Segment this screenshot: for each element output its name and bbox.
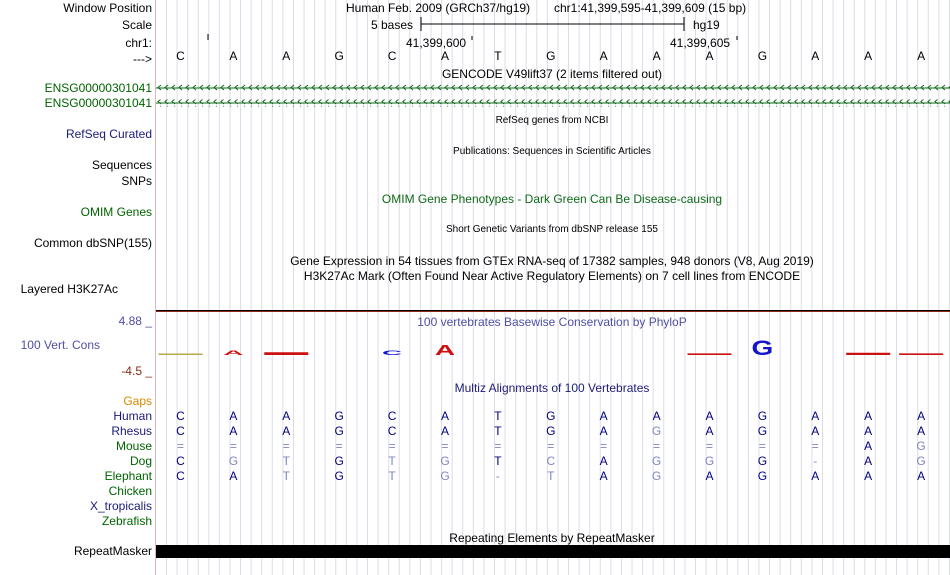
label-window-position: Window Position: [63, 1, 152, 15]
species-label[interactable]: Zebrafish: [101, 514, 152, 528]
alignment-base: T: [282, 469, 290, 483]
alignment-base: A: [599, 409, 608, 423]
species-label[interactable]: Chicken: [108, 484, 152, 498]
repeatmasker-track-title: Repeating Elements by RepeatMasker: [449, 531, 655, 545]
reference-base: T: [494, 49, 502, 63]
phylop-letter: A: [434, 341, 456, 359]
track-labels: [0, 0, 155, 575]
alignment-base: =: [600, 439, 608, 453]
alignment-base: A: [917, 409, 926, 423]
alignment-base: A: [599, 469, 608, 483]
dbsnp-track-title: Short Genetic Variants from dbSNP release 155: [446, 224, 658, 235]
alignment-base: A: [282, 409, 291, 423]
alignment-base: C: [387, 409, 397, 423]
alignment-base: A: [864, 409, 873, 423]
coordinate-1: 41,399,600: [406, 36, 467, 50]
reference-base: C: [387, 49, 397, 63]
reference-base: A: [811, 49, 820, 63]
alignment-base: G: [651, 469, 662, 483]
alignment-base: C: [176, 469, 185, 483]
phylop-letter: G: [751, 337, 774, 361]
reference-base: G: [546, 49, 556, 63]
alignment-base: A: [705, 469, 714, 483]
alignment-base: -: [813, 454, 818, 468]
h3k27ac-track-title: H3K27Ac Mark (Often Found Near Active Regulatory Elements) on 7 cell lines from ENCODE: [303, 269, 801, 283]
reference-base: A: [917, 49, 926, 63]
label-chr: chr1:: [125, 36, 152, 50]
alignment-base: G: [757, 454, 768, 468]
alignment-base: A: [917, 469, 926, 483]
alignment-base: C: [546, 454, 556, 468]
alignment-base: A: [599, 454, 608, 468]
alignment-base: G: [440, 469, 450, 483]
alignment-base: A: [229, 469, 238, 483]
reference-base: A: [440, 49, 449, 63]
alignment-base: G: [916, 454, 926, 468]
publications-track-title: Publications: Sequences in Scientific Articles: [453, 146, 651, 157]
gencode-track-title: GENCODE V49lift37 (2 items filtered out): [441, 67, 663, 81]
reference-base: A: [652, 49, 661, 63]
species-label[interactable]: Human: [113, 409, 152, 423]
label-repeatmasker[interactable]: RepeatMasker: [73, 544, 152, 558]
alignment-base: =: [811, 439, 819, 453]
alignment-base: A: [864, 424, 873, 438]
alignment-base: =: [388, 439, 396, 453]
alignment-base: G: [546, 409, 556, 423]
species-label[interactable]: Dog: [129, 454, 152, 468]
alignment-base: =: [653, 439, 661, 453]
refseq-track-title: RefSeq genes from NCBI: [495, 115, 609, 126]
label-common-dbsnp[interactable]: Common dbSNP(155): [33, 236, 152, 250]
alignment-base: G: [916, 439, 926, 453]
coordinate-2: 41,399,605: [670, 36, 731, 50]
label-gencode-gene-1[interactable]: ENSG00000301041: [44, 81, 152, 95]
alignment-base: G: [440, 454, 450, 468]
scale-text: 5 bases: [371, 18, 414, 32]
omim-track-title: OMIM Gene Phenotypes - Dark Green Can Be Disease-causing: [381, 192, 723, 206]
species-label[interactable]: Elephant: [104, 469, 152, 483]
species-label[interactable]: Mouse: [115, 439, 152, 453]
alignment-base: A: [811, 409, 820, 423]
alignment-base: T: [388, 454, 396, 468]
alignment-base: G: [757, 409, 768, 423]
position-range: chr1:41,399,595-41,399,609 (15 bp): [554, 1, 747, 15]
alignment-base: =: [441, 439, 449, 453]
reference-base: G: [334, 49, 344, 63]
species-label[interactable]: X_tropicalis: [89, 499, 152, 513]
alignment-base: =: [547, 439, 555, 453]
alignment-base: A: [652, 409, 661, 423]
alignment-base: A: [440, 409, 449, 423]
alignment-base: A: [705, 424, 714, 438]
alignment-base: =: [176, 439, 184, 453]
alignment-base: T: [494, 409, 502, 423]
label-vert-cons[interactable]: 100 Vert. Cons: [20, 338, 100, 352]
reference-base: A: [229, 49, 238, 63]
alignment-base: A: [229, 409, 238, 423]
alignment-base: G: [334, 469, 344, 483]
alignment-base: T: [494, 454, 502, 468]
label-layered-h3k27ac[interactable]: Layered H3K27Ac: [20, 282, 118, 296]
alignment-base: C: [176, 409, 185, 423]
alignment-base: G: [228, 454, 239, 468]
alignment-base: C: [387, 424, 397, 438]
alignment-base: A: [229, 424, 238, 438]
track-data-area[interactable]: [156, 0, 950, 575]
label-refseq-curated[interactable]: RefSeq Curated: [65, 127, 152, 141]
alignment-base: A: [440, 424, 449, 438]
alignment-base: G: [651, 424, 662, 438]
alignment-base: G: [757, 424, 768, 438]
label-cons-max: 4.88 _: [118, 314, 152, 328]
alignment-base: G: [334, 409, 344, 423]
alignment-base: G: [546, 424, 556, 438]
alignment-base: T: [388, 469, 396, 483]
label-omim-genes[interactable]: OMIM Genes: [80, 205, 152, 219]
alignment-base: -: [495, 469, 500, 483]
label-cons-min: -4.5 _: [121, 364, 152, 378]
alignment-base: A: [864, 439, 873, 453]
repeatmasker-bar[interactable]: [156, 545, 950, 558]
alignment-base: =: [335, 439, 343, 453]
alignment-base: =: [282, 439, 290, 453]
assembly-title: Human Feb. 2009 (GRCh37/hg19): [346, 1, 531, 15]
alignment-base: A: [917, 424, 926, 438]
label-snps[interactable]: SNPs: [121, 174, 152, 188]
alignment-base: G: [704, 454, 715, 468]
alignment-base: =: [494, 439, 502, 453]
scale-db: hg19: [693, 18, 720, 32]
label-strand-arrow: --->: [133, 52, 152, 66]
alignment-base: A: [282, 424, 291, 438]
phylop-logo[interactable]: [156, 0, 950, 575]
species-label[interactable]: Rhesus: [111, 424, 152, 438]
alignment-base: =: [229, 439, 237, 453]
alignment-base: G: [334, 424, 344, 438]
gtex-track-title: Gene Expression in 54 tissues from GTEx RNA-seq of 17382 samples, 948 donors (V8, Aug 2019): [290, 254, 814, 268]
reference-base: G: [757, 49, 768, 63]
label-scale: Scale: [121, 18, 152, 32]
alignment-base: C: [176, 454, 185, 468]
reference-base: A: [599, 49, 608, 63]
label-gencode-gene-2[interactable]: ENSG00000301041: [44, 96, 152, 110]
alignment-base: T: [494, 424, 502, 438]
alignment-base: =: [758, 439, 766, 453]
phylop-track-title: 100 vertebrates Basewise Conservation by PhyloP: [417, 315, 687, 329]
reference-base: A: [864, 49, 873, 63]
alignment-base: T: [547, 469, 555, 483]
label-sequences[interactable]: Sequences: [91, 158, 152, 172]
reference-base: A: [282, 49, 291, 63]
alignment-base: G: [334, 454, 344, 468]
alignment-base: A: [811, 424, 820, 438]
alignment-base: A: [864, 454, 873, 468]
reference-base: C: [176, 49, 185, 63]
alignment-base: A: [599, 424, 608, 438]
reference-base: A: [705, 49, 714, 63]
phylop-letter: C: [381, 349, 403, 357]
label-gaps: Gaps: [123, 394, 152, 408]
alignment-base: T: [282, 454, 290, 468]
alignment-base: A: [811, 469, 820, 483]
alignment-base: A: [864, 469, 873, 483]
alignment-base: A: [705, 409, 714, 423]
alignment-base: G: [757, 469, 768, 483]
phylop-letter: A: [223, 349, 244, 357]
alignment-base: G: [651, 454, 662, 468]
alignment-base: C: [176, 424, 185, 438]
multiz-track-title: Multiz Alignments of 100 Vertebrates: [454, 381, 650, 395]
alignment-base: =: [705, 439, 713, 453]
